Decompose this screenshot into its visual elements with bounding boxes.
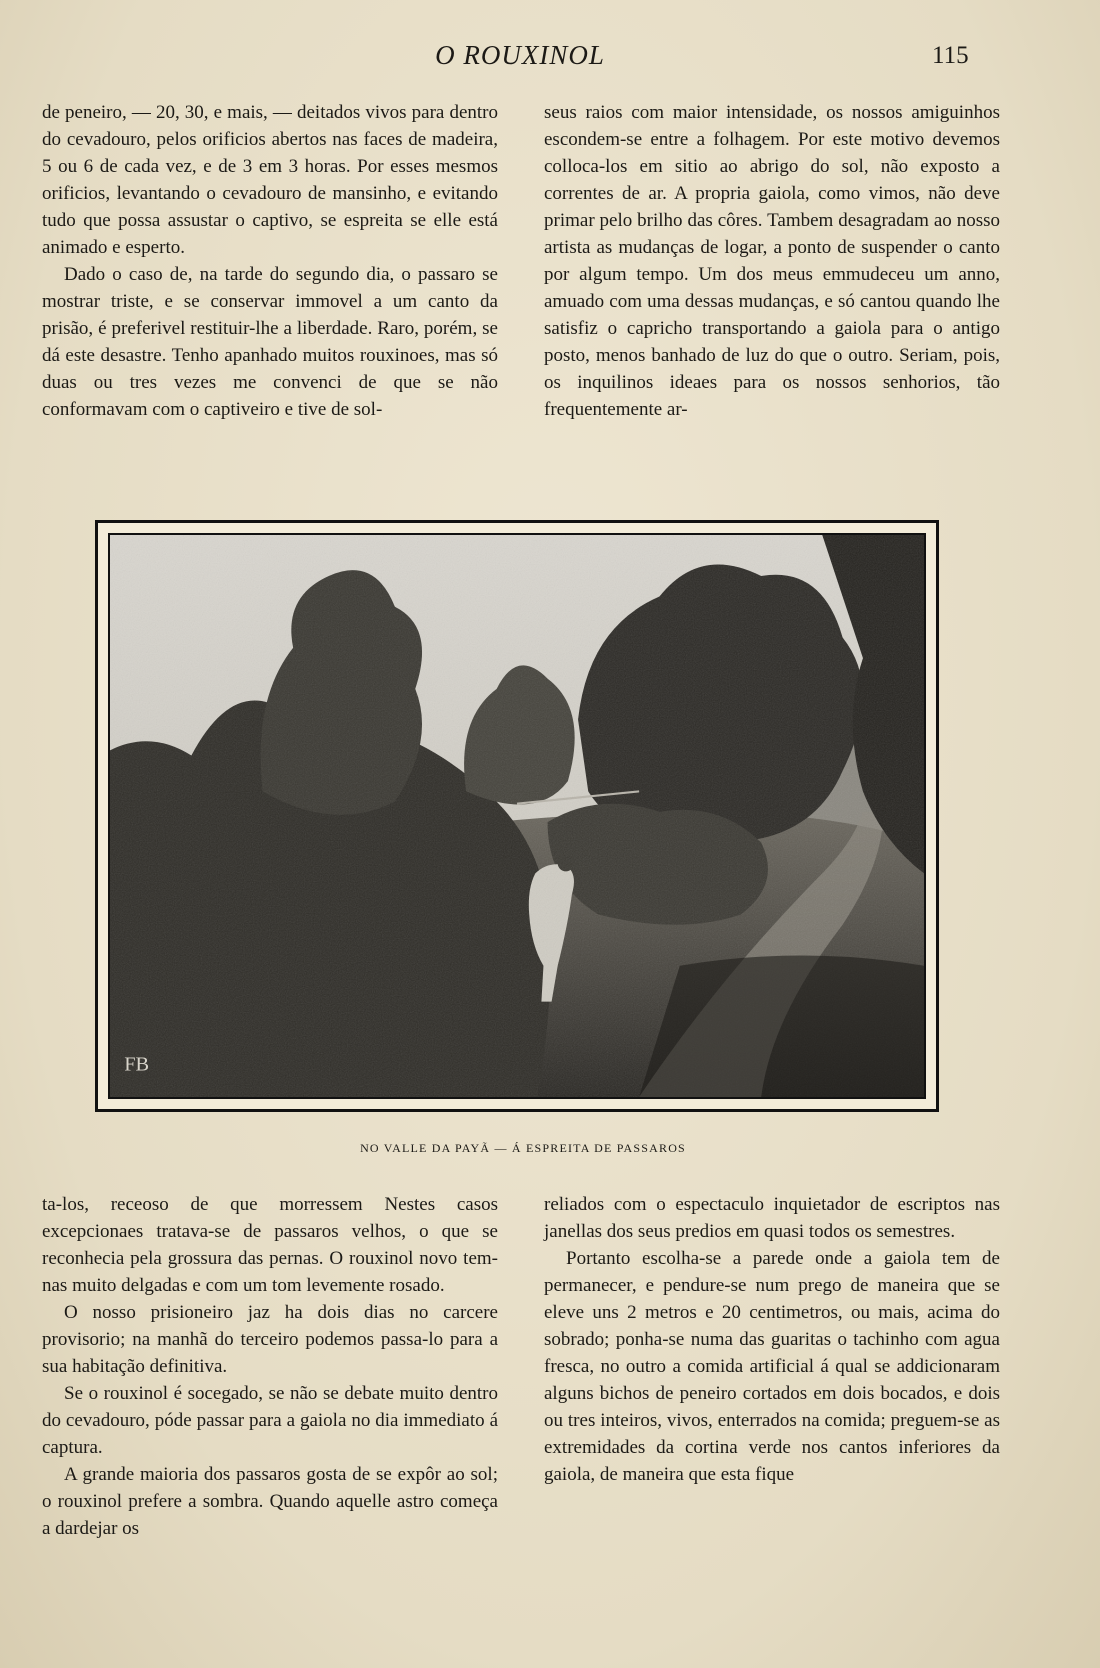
paragraph: seus raios com maior intensidade, os nossos amiguinhos escondem-se entre a folhagem. Por este motivo devemos colloca-los em sitio ao abrigo do sol, não exposto a correntes de ar. A propria gaiola, como vimos, não deve primar pelo brilho das côres. Tambem desagradam ao nosso artista as mudanças de logar, a ponto de suspender o canto por algum tempo. Um dos meus emmudeceu um anno, amuado com uma dessas mudanças, e só cantou quando lhe satisfiz o capricho transportando a gaiola para o antigo posto, menos banhado de luz do que o outro. Seriam, pois, os inquilinos ideaes para os nossos senhorios, tão frequentemente ar- [544,102,1000,420]
column-top-left [42,99,498,423]
photograph [108,533,926,1099]
paragraph: A grande maioria dos passaros gosta de se expôr ao sol; o rouxinol prefere a sombra. Quando aquelle astro começa a dardejar os [42,1464,498,1539]
page-number: 115 [932,42,969,69]
paragraph: de peneiro, — 20, 30, e mais, — deitados vivos para dentro do cevadouro, pelos orificios abertos nas faces de madeira, 5 ou 6 de cada vez, e de 3 em 3 horas. Por esses mesmos orificios, levantando o cevadouro de mansinho, e evitando tudo que possa assustar o captivo, se espreita se elle está animado e esperto. [42,102,498,258]
figure-caption: NO VALLE DA PAYÃ — Á ESPREITA DE PASSAROS [360,1141,686,1155]
column-bottom-left [42,1191,498,1542]
paragraph: Portanto escolha-se a parede onde a gaiola tem de permanecer, e pendure-se num prego de maneira que se eleve uns 2 metros e 20 centimetros, ou mais, acima do sobrado; ponha-se numa das guaritas o tachinho com agua fresca, no outro a comida artificial á qual se addicionaram alguns bichos de peneiro cortados em dois bocados, e dois ou tres inteiros, vivos, enterrados na comida; preguem-se as extremidades da cortina verde nos cantos inferiores da gaiola, de maneira que esta fique [544,1248,1000,1485]
photograph-frame [95,520,939,1112]
column-bottom-right [544,1191,1000,1488]
paragraph: ta-los, receoso de que morressem Nestes casos excepcionaes tratava-se de passaros velhos, o que se reconhecia pela grossura das pernas. O rouxinol novo tem-nas muito delgadas e com um tom levemente rosado. [42,1194,498,1296]
paragraph: O nosso prisioneiro jaz ha dois dias no carcere provisorio; na manhã do terceiro podemos passa-lo para a sua habitação definitiva. [42,1302,498,1377]
column-top-right [544,99,1000,423]
monogram: FB [124,1053,150,1076]
paragraph: Se o rouxinol é socegado, se não se debate muito dentro do cevadouro, póde passar para a gaiola no dia immediato á captura. [42,1383,498,1458]
paragraph: Dado o caso de, na tarde do segundo dia, o passaro se mostrar triste, e se conservar immovel a um canto da prisão, é preferivel restituir-lhe a liberdade. Raro, porém, se dá este desastre. Tenho apanhado muitos rouxinoes, mas só duas ou tres vezes me convenci de que se não conformavam com o captiveiro e tive de sol- [42,264,498,420]
paragraph: reliados com o espectaculo inquietador de escriptos nas janellas dos seus predios em quasi todos os semestres. [544,1194,1000,1242]
landscape-photo [110,535,924,1097]
page-title: O ROUXINOL [435,40,605,70]
